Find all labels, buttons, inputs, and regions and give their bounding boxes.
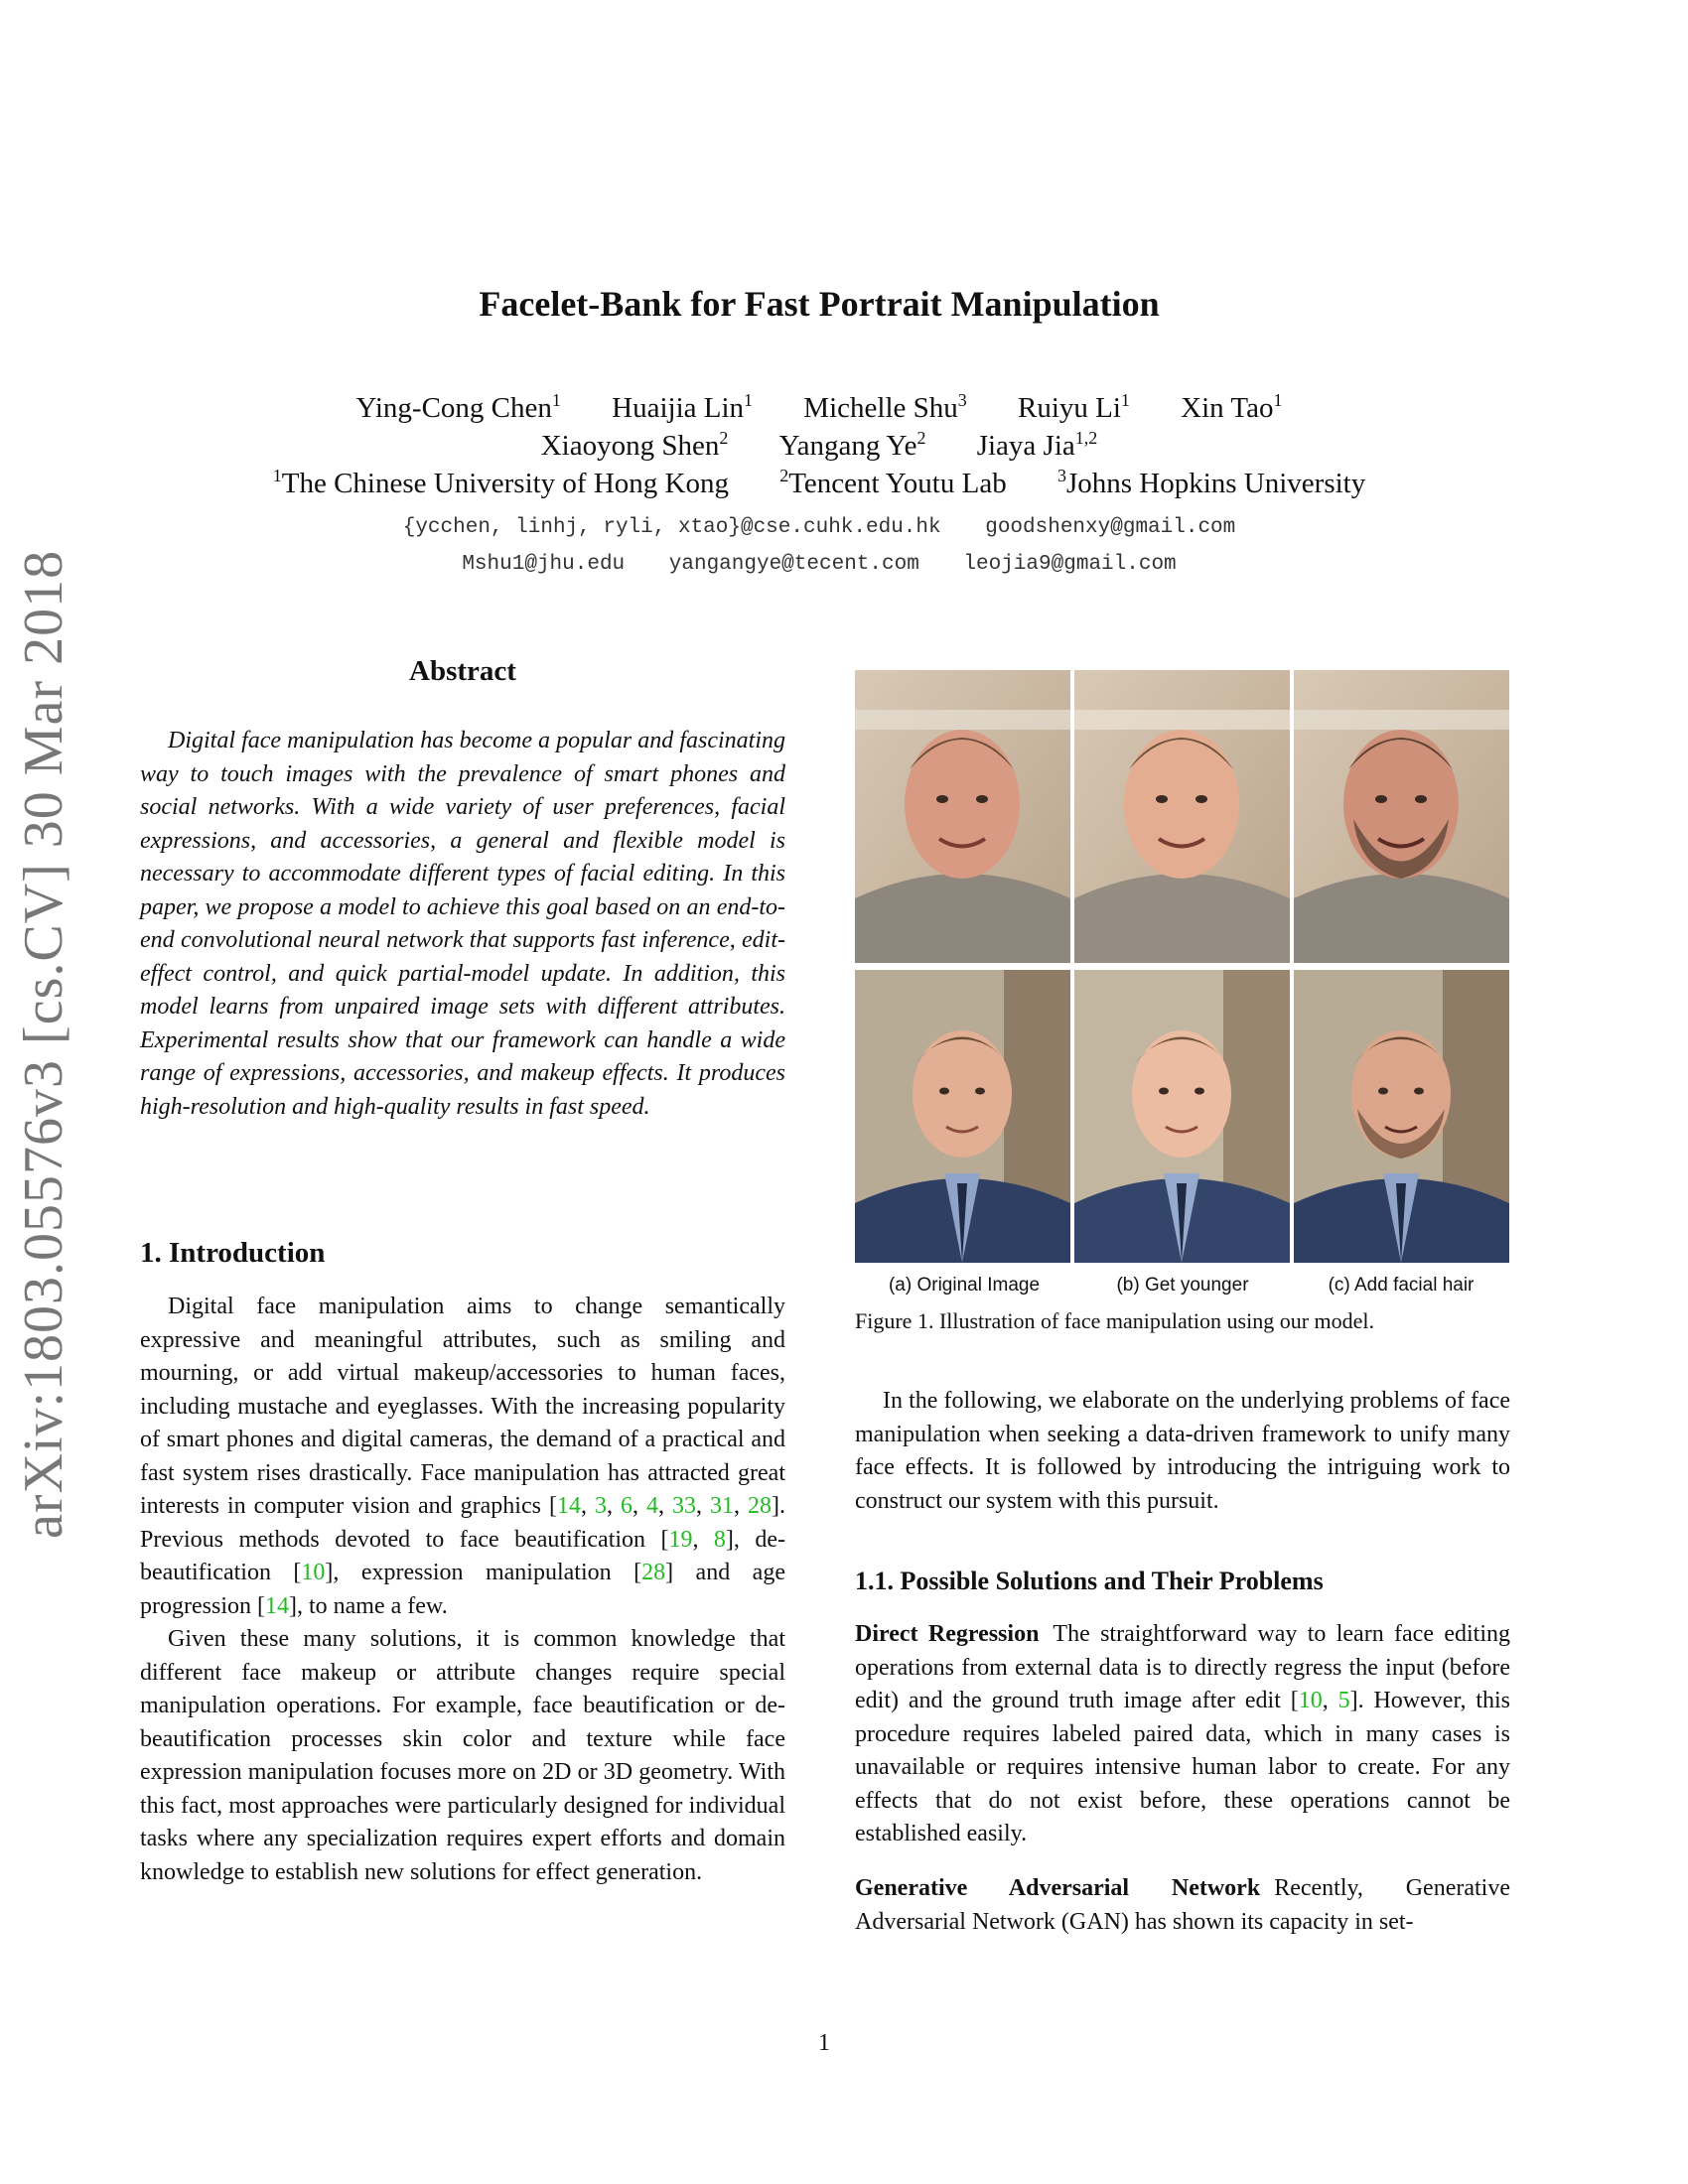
email: goodshenxy@gmail.com (985, 516, 1236, 539)
author: Ying-Cong Chen$^1$ (355, 390, 561, 424)
run-in-heading: Direct Regression (855, 1621, 1040, 1647)
figure-1 (855, 670, 1510, 1266)
email: yangangye@tecent.com (668, 553, 919, 576)
citation[interactable]: 8 (713, 1526, 726, 1553)
abstract-section (140, 655, 785, 688)
arxiv-stamp: arXiv:1803.05576v3 [cs.CV] 30 Mar 2018 (13, 549, 74, 1539)
photo-selfie-facial-hair (1294, 670, 1509, 963)
introduction-heading: 1. Introduction (140, 1237, 326, 1269)
citation[interactable]: 10 (301, 1560, 326, 1585)
citation[interactable]: 3 (594, 1493, 607, 1519)
author: Huaijia Lin$^1$ (612, 390, 754, 424)
author: Xin Tao$^1$ (1181, 390, 1283, 424)
photo-suit-younger (1074, 970, 1290, 1263)
citation[interactable]: 6 (620, 1493, 633, 1519)
page-number: 1 (818, 2030, 830, 2056)
citation[interactable]: 14 (264, 1592, 289, 1619)
citation[interactable]: 14 (556, 1493, 581, 1519)
subsection-heading: 1.1. Possible Solutions and Their Problems (855, 1567, 1324, 1595)
direct-regression-paragraph: Direct Regression The straightforward way to learn face editing operations from external data is to directly regress the input (before edit) and the ground truth image after edit [10, 5]. However, this procedure requires labeled paired data, which in many cases is unavailable or requires intensive human labor to create. For any effects that do not exist before, these operations cannot be established easily. (855, 1621, 1511, 1846)
citation[interactable]: 31 (710, 1493, 735, 1519)
email: {ycchen, linhj, ryli, xtao}@cse.cuhk.edu.hk (402, 516, 941, 539)
photo-selfie-original (855, 670, 1070, 963)
run-in-heading: Generative Adversarial Network (855, 1875, 1261, 1901)
gan-paragraph: Generative Adversarial Network Recently, Generative Adversarial Network (GAN) has shown its capacity in set- (855, 1875, 1510, 1935)
intro-paragraph-2: Given these many solutions, it is common knowledge that different face makeup or attribute changes require special manipulation operations. For example, face beautification or de-beautification processes skin color and texture while face expression manipulation focuses more on 2D or 3D geometry. With this fact, most approaches were particularly designed for individual tasks where any specialization requires expert efforts and domain knowledge to establish new solutions for effect generation. (140, 1626, 785, 1885)
author: Michelle Shu$^3$ (803, 390, 967, 424)
intro-paragraph-1: Digital face manipulation aims to change semantically expressive and meaningful attributes, such as smiling and mourning, or add virtual makeup/accessories to human faces, including mustache and eyeglasses. With the increasing popularity of smart phones and digital cameras, the demand of a practical and fast system rises drastically. Face manipulation has attracted great interests in computer vision and graphics [14, 3, 6, 4, 33, 31, 28]. Previous methods devoted to face beautification [19, 8], de-beautification [10], expression manipulation [28] and age progression [14], to name a few. (140, 1294, 786, 1619)
abstract-text: Digital face manipulation has become a popular and fascinating way to touch images with the prevalence of smart phones and social networks. With a wide variety of user preferences, facial expressions, and accessories, a general and flexible model is necessary to accommodate different types of facial editing. In this paper, we propose a model to achieve this goal based on an end-to-end convolutional neural network that supports fast inference, edit-effect control, and quick partial-model update. In addition, this model learns from unpaired image sets with different attributes. Experimental results show that our framework can handle a wide range of expressions, accessories, and makeup effects. It produces high-resolution and high-quality results in fast speed. (140, 728, 785, 1120)
affiliations (0, 468, 1638, 500)
subcaption-c: (c) Add facial hair (1328, 1275, 1475, 1296)
emails-row-2 (0, 553, 1638, 576)
abstract-body (140, 725, 785, 1124)
author: Yangang Ye$^2$ (778, 428, 926, 462)
photo-selfie-younger (1074, 670, 1290, 963)
citation[interactable]: 10 (1298, 1688, 1323, 1713)
right-column (855, 1385, 1510, 1518)
paper-title: Facelet-Bank for Fast Portrait Manipulation (479, 284, 1160, 324)
emails-row-1 (0, 516, 1638, 539)
affiliation: $^2$Tencent Youtu Lab (779, 466, 1007, 499)
citation[interactable]: 19 (668, 1526, 693, 1553)
photo-suit-original (855, 970, 1070, 1263)
following-paragraph: In the following, we elaborate on the underlying problems of face manipulation when seeking a data-driven framework to unify many face effects. It is followed by introducing the intriguing work to construct our system with this pursuit. (855, 1388, 1510, 1514)
affiliation: $^1$The Chinese University of Hong Kong (272, 466, 729, 499)
citation[interactable]: 28 (748, 1493, 773, 1519)
subcaption-a: (a) Original Image (888, 1275, 1041, 1296)
introduction-body (140, 1291, 785, 1889)
affiliation: $^3$Johns Hopkins University (1056, 466, 1366, 499)
introduction-section (140, 1237, 785, 1270)
photo-suit-facial-hair (1294, 970, 1509, 1263)
author: Jiaya Jia$^{1,2}$ (976, 428, 1098, 462)
abstract-heading: Abstract (409, 655, 516, 687)
email: Mshu1@jhu.edu (462, 553, 626, 576)
citation[interactable]: 5 (1337, 1688, 1350, 1713)
citation[interactable]: 33 (672, 1493, 697, 1519)
email: leojia9@gmail.com (963, 553, 1177, 576)
figure-caption: Figure 1. Illustration of face manipulation using our model. (855, 1308, 1375, 1333)
author: Xiaoyong Shen$^2$ (540, 428, 729, 462)
citation[interactable]: 4 (646, 1493, 658, 1519)
author: Ruiyu Li$^1$ (1018, 390, 1130, 424)
citation[interactable]: 28 (641, 1560, 666, 1585)
authors-row-1 (0, 392, 1638, 425)
subcaption-b: (b) Get younger (1116, 1275, 1249, 1296)
authors-row-2 (0, 430, 1638, 463)
subsection-1-1 (855, 1567, 1510, 1596)
